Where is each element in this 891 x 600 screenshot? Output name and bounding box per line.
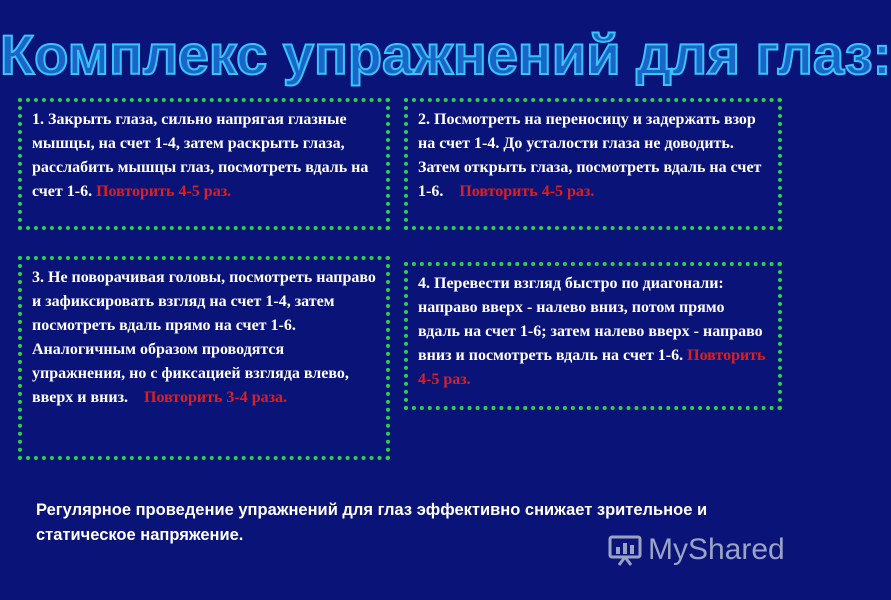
watermark-text: MyShared (648, 533, 785, 566)
exercise-repeat: Повторить 4-5 раз. (459, 183, 595, 200)
footer-note: Регулярное проведение упражнений для глаз эффективно снижает зрительное и статическое напряжение. (36, 501, 708, 544)
watermark-logo (608, 533, 785, 567)
exercise-box-2 (404, 98, 782, 230)
exercise-repeat: Повторить 3-4 раза. (144, 389, 288, 406)
exercise-box-1 (18, 98, 390, 230)
exercise-repeat: Повторить 4-5 раз. (96, 183, 232, 200)
exercise-text: 3. Не поворачивая головы, посмотреть направо и зафиксировать взгляд на счет 1-4, затем посмотреть вдаль прямо на счет 1-6. Аналогичным образом проводятся упражнения, но с фиксацией взгляда влево, вверх и вниз. (32, 269, 376, 406)
exercise-box-4 (404, 262, 782, 410)
exercise-box-3 (18, 256, 390, 460)
exercise-text: 1. Закрыть глаза, сильно напрягая глазные мышцы, на счет 1-4, затем раскрыть глаза, расслабить мышцы глаз, посмотреть вдаль на счет 1-6. (32, 111, 369, 200)
exercise-repeat: Повторить 4-5 раз. (418, 347, 766, 388)
exercise-text: 2. Посмотреть на переносицу и задержать взор на счет 1-4. До усталости глаза не доводить. Затем открыть глаза, посмотреть вдаль на счет 1-6. (418, 111, 762, 200)
presentation-icon (608, 534, 642, 566)
exercise-text: 4. Перевести взгляд быстро по диагонали: направо вверх - налево вниз, потом прямо вдаль на счет 1-6; затем налево вверх - направо вниз и посмотреть вдаль на счет 1-6. (418, 275, 763, 364)
page-title: Комплекс упражнений для глаз: (0, 23, 891, 86)
